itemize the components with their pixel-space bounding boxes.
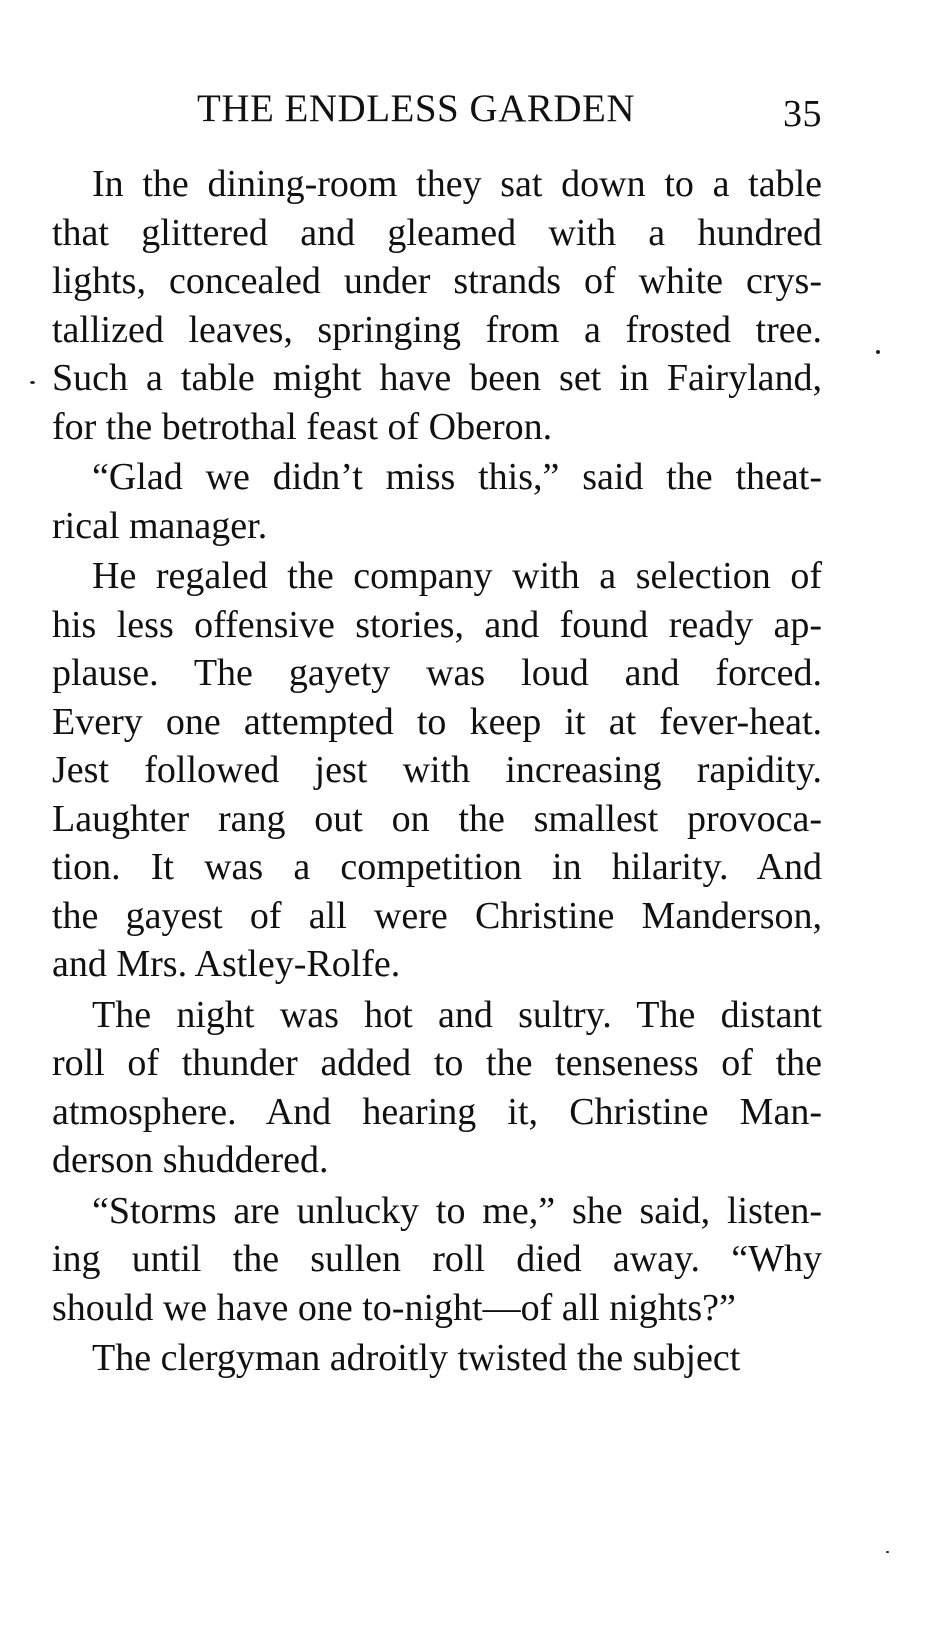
- text-line: rical manager.: [52, 504, 268, 547]
- body-text: [52, 160, 822, 1385]
- text-line: for the betrothal feast of Oberon.: [52, 405, 553, 448]
- text-line: and Mrs. Astley-Rolfe.: [52, 943, 401, 985]
- paragraph: [52, 160, 822, 451]
- text-line: Such a table might have been set in Fairyland,: [52, 357, 822, 399]
- paragraph: [52, 1187, 822, 1333]
- text-line: The night was hot and sultry. The distant: [92, 993, 822, 1036]
- scan-speck: [30, 381, 35, 384]
- text-line: derson shuddered.: [52, 1139, 329, 1181]
- text-line: plause. The gayety was loud and forced.: [52, 652, 822, 694]
- paragraph: [52, 991, 822, 1185]
- text-line: “Glad we didn’t miss this,” said the theat-: [92, 456, 822, 498]
- text-line: tallized leaves, springing from a frosted tree.: [52, 308, 822, 351]
- text-line: Jest followed jest with increasing rapidity.: [52, 749, 822, 791]
- text-line: that glittered and gleamed with a hundred: [52, 211, 822, 254]
- scan-speck: [876, 350, 880, 354]
- text-line: The clergyman adroitly twisted the subject: [92, 1337, 741, 1379]
- page-number: 35: [783, 93, 822, 135]
- paragraph: [52, 552, 822, 989]
- text-line: lights, concealed under strands of white crys-: [52, 260, 822, 302]
- text-line: In the dining-room they sat down to a table: [92, 163, 822, 205]
- paragraph: [52, 1334, 822, 1383]
- page-header: [52, 86, 822, 136]
- text-line: should we have one to-night—of all nights?”: [52, 1286, 736, 1329]
- text-line: tion. It was a competition in hilarity. And: [52, 846, 822, 888]
- text-line: Every one attempted to keep it at fever-heat.: [52, 700, 822, 743]
- text-line: “Storms are unlucky to me,” she said, listen-: [92, 1189, 822, 1232]
- text-line: his less offensive stories, and found ready ap-: [52, 603, 822, 646]
- running-head: THE ENDLESS GARDEN: [197, 87, 635, 130]
- paragraph: [52, 453, 822, 550]
- text-line: atmosphere. And hearing it, Christine Man-: [52, 1090, 822, 1133]
- text-line: roll of thunder added to the tenseness of the: [52, 1042, 822, 1084]
- text-line: ing until the sullen roll died away. “Why: [52, 1238, 822, 1280]
- text-line: Laughter rang out on the smallest provoca-: [52, 797, 822, 840]
- text-line: He regaled the company with a selection of: [92, 555, 822, 597]
- text-line: the gayest of all were Christine Manderson,: [52, 894, 822, 937]
- scan-speck: [886, 1551, 889, 1553]
